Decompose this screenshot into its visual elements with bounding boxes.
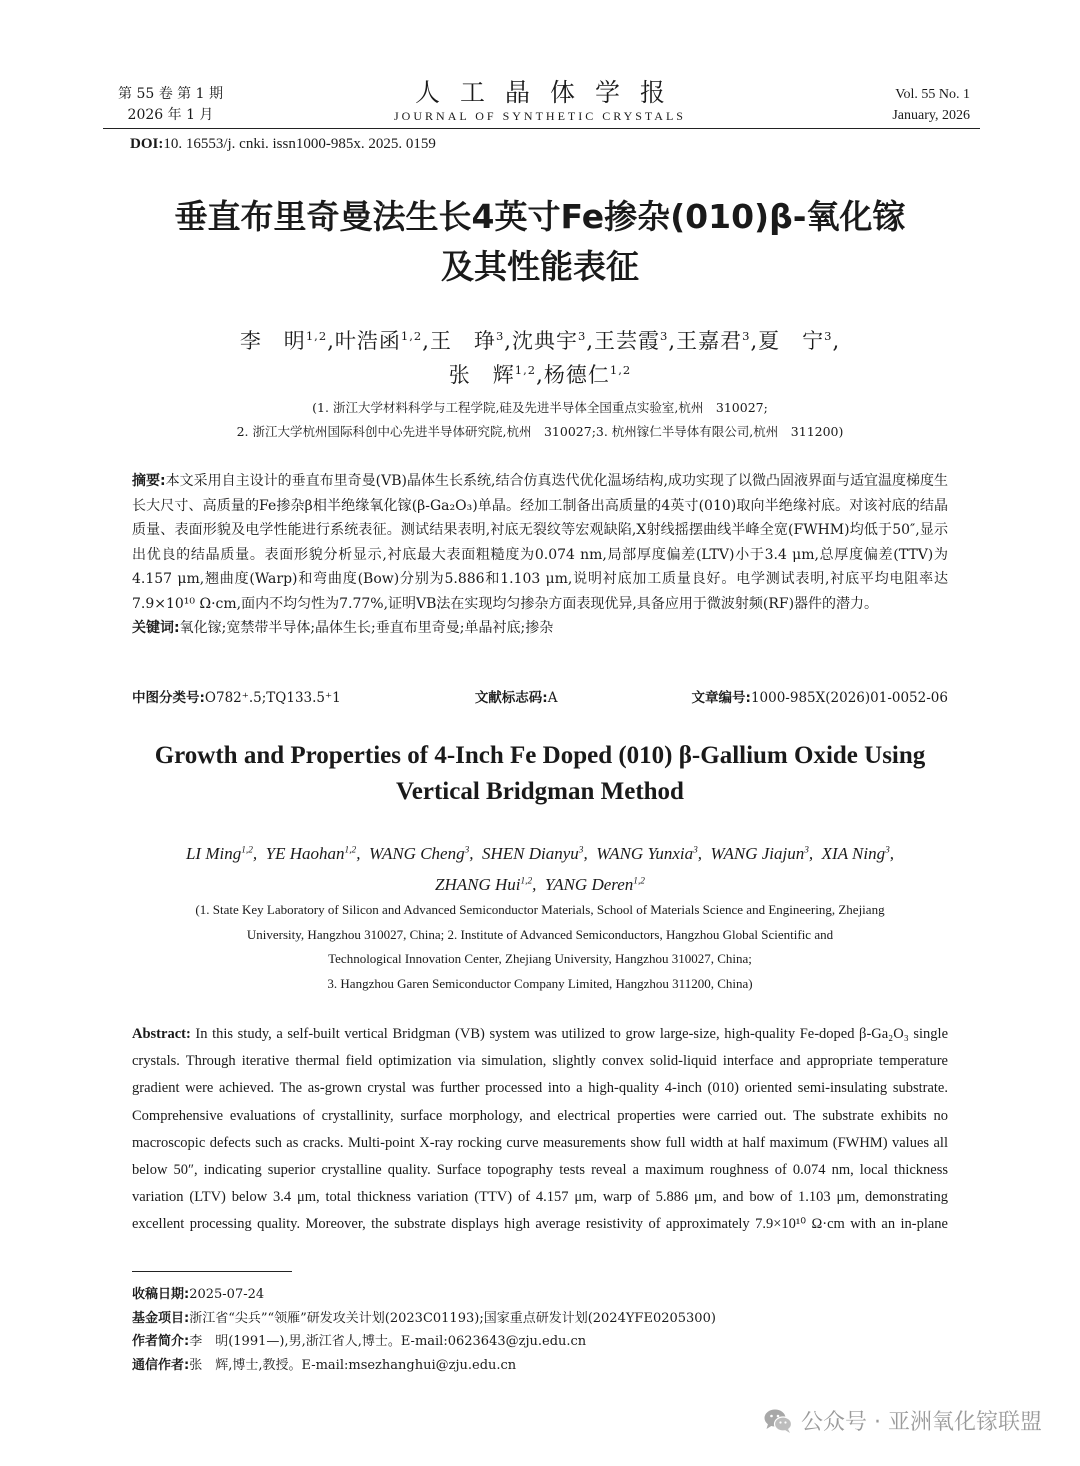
authors-cn-line2: 张 辉$^{1,2}$,杨德仁$^{1,2}$ <box>448 363 632 387</box>
affiliation-cn-line: (1. 浙江大学材料科学与工程学院,硅及先进半导体全国重点实验室,杭州 310027; <box>312 400 768 415</box>
affiliation-en-line: Technological Innovation Center, Zhejiang University, Hangzhou 310027, China; <box>328 951 752 966</box>
title-cn-line2: 及其性能表征 <box>441 247 639 286</box>
abstract-cn <box>132 469 948 641</box>
authors-en-line2: ZHANG Hui$^{1,2}$, YANG Deren$^{1,2}$ <box>435 875 645 894</box>
abstract-en-text: In this study, a self-built vertical Bridgman (VB) system was utilized to grow large-size, high-quality Fe-doped β-Ga₂O₃ single crystals. Through iterative thermal field optimization via simulation, slightly convex solid-liquid interface and appropriate temperature gradient were achieved. The as-grown crystal was further processed into a high-quality 4-inch (010) oriented semi-insulating substrate. Comprehensive evaluations of crystallinity, surface morphology, and electrical properties were carried out. The substrate exhibits no macroscopic defects such as cracks. Multi-point X-ray rocking curve measurements show full width at half maximum (FWHM) values all below 50″, indicating superior crystalline quality. Surface topography tests reveal a maximum roughness of 0.074 nm, local thickness variation (LTV) below 3.4 μm, total thickness variation (TTV) of 4.157 μm, warp of 5.886 μm, and bow of 1.103 μm, demonstrating excellent processing quality. Moreover, the substrate displays high average resistivity of approximately 7.9×10¹⁰ Ω·cm with an in-plane <box>132 1026 949 1233</box>
authors-cn <box>100 324 980 392</box>
doi-line <box>130 136 436 153</box>
author-cn: 李 明$^{1,2}$ <box>239 329 328 353</box>
keywords-cn-label: 关键词: <box>132 620 180 636</box>
author-cn: 王嘉君$^3$ <box>676 329 751 353</box>
watermark <box>763 1405 1042 1436</box>
author-cn: 夏 宁$^3$ <box>758 329 833 353</box>
title-en-line2: Vertical Bridgman Method <box>396 778 684 805</box>
authors-cn-line1: 李 明$^{1,2}$,叶浩函$^{1,2}$,王 琤$^3$,沈典宇$^3$,王芸霞$^3$,王嘉君$^3$,夏 宁$^3$, <box>239 329 841 353</box>
footnote-received: 收稿日期:2025-07-24 <box>132 1287 265 1302</box>
title-cn-line1: 垂直布里奇曼法生长4英寸Fe掺杂(010)β-氧化镓 <box>174 197 906 236</box>
author-cn: 张 辉$^{1,2}$ <box>448 363 537 387</box>
author-en: WANG Yunxia$^3$ <box>596 844 698 863</box>
classification-row <box>132 686 948 706</box>
affiliation-cn-line: 2. 浙江大学杭州国际科创中心先进半导体研究院,杭州 310027;3. 杭州镓仁半导体有限公司,杭州 311200) <box>236 424 844 439</box>
author-cn: 沈典宇$^3$ <box>511 329 587 353</box>
author-en: WANG Cheng$^3$ <box>368 844 470 863</box>
header-date-cn: 2026 年 1 月 <box>127 107 214 123</box>
author-en: YE Haohan$^{1,2}$ <box>265 844 357 863</box>
header-vol-no: Vol. 55 No. 1 <box>895 87 970 102</box>
clc-number: 中图分类号:O782⁺.5;TQ133.5⁺1 <box>132 690 341 706</box>
title-en-line1: Growth and Properties of 4-Inch Fe Doped (010) β-Gallium Oxide Using <box>154 742 926 769</box>
abstract-en <box>132 1021 948 1239</box>
header-rule <box>103 128 980 129</box>
authors-en-line1: LI Ming$^{1,2}$, YE Haohan$^{1,2}$, WANG Cheng$^3$, SHEN Dianyu$^3$, WANG Yunxia$^3$, WANG Jiajun$^3$, XIA Ning$^3$, <box>185 844 895 863</box>
abstract-cn-label: 摘要: <box>132 473 166 489</box>
author-en: WANG Jiajun$^3$ <box>710 844 809 863</box>
author-cn: 王 琤$^3$ <box>429 329 505 353</box>
doi-value: 10. 16553/j. cnki. issn1000-985x. 2025. 0159 <box>163 136 436 152</box>
author-en: YANG Deren$^{1,2}$ <box>544 875 645 894</box>
wechat-icon <box>763 1408 793 1434</box>
author-cn: 王芸霞$^3$ <box>594 329 669 353</box>
header-volume-en <box>892 84 970 126</box>
document-code: 文献标志码:A <box>474 690 558 706</box>
header-volume-issue: 第 55 卷 第 1 期 <box>118 86 223 102</box>
affiliation-en-line: 3. Hangzhou Garen Semiconductor Company Limited, Hangzhou 311200, China) <box>327 975 753 991</box>
affiliation-en-line: (1. State Key Laboratory of Silicon and Advanced Semiconductor Materials, School of Materials Science and Engineering, Zhejiang <box>195 902 885 917</box>
journal-masthead <box>340 78 740 124</box>
journal-name-en: JOURNAL OF SYNTHETIC CRYSTALS <box>394 109 686 123</box>
author-en: LI Ming$^{1,2}$ <box>185 844 253 863</box>
keywords-cn <box>132 616 948 641</box>
footnote-corresponding: 通信作者:张 辉,博士,教授。E-mail:msezhanghui@zju.edu.cn <box>132 1357 517 1373</box>
footnotes <box>132 1283 952 1377</box>
abstract-cn-text: 本文采用自主设计的垂直布里奇曼(VB)晶体生长系统,结合仿真迭代优化温场结构,成功实现了以微凸固液界面与适宜温度梯度生长大尺寸、高质量的Fe掺杂β相半绝缘氧化镓(β-Ga₂O₃)单晶。经加工制备出高质量的4英寸(010)取向半绝缘衬底。对该衬底的结晶质量、表面形貌及电学性能进行系统表征。测试结果表明,衬底无裂纹等宏观缺陷,X射线摇摆曲线半峰全宽(FWHM)均低于50″,显示出优良的结晶质量。表面形貌分析显示,衬底最大表面粗糙度为0.074 nm,局部厚度偏差(LTV)小于3.4 μm,总厚度偏差(TTV)为4.157 μm,翘曲度(Warp)和弯曲度(Bow)分别为5.886和1.103 μm,说明衬底加工质量良好。电学测试表明,衬底平均电阻率达7.9×10¹⁰ Ω·cm,面内不均匀性为7.77%,证明VB法在实现均匀掺杂方面表现优异,具备应用于微波射频(RF)器件的潜力。 <box>132 473 948 612</box>
affiliation-en-line: University, Hangzhou 310027, China; 2. Institute of Advanced Semiconductors, Hangzhou Global Scientific and <box>246 926 834 942</box>
header-issue <box>118 84 223 126</box>
title-cn <box>80 192 1000 292</box>
article-number: 文章编号:1000-985X(2026)01-0052-06 <box>691 690 948 706</box>
watermark-text: 公众号 · 亚洲氧化镓联盟 <box>801 1410 1042 1435</box>
affiliations-cn <box>100 396 980 444</box>
footnote-rule <box>132 1271 292 1272</box>
author-en: SHEN Dianyu$^3$ <box>482 844 584 863</box>
author-en: ZHANG Hui$^{1,2}$ <box>435 875 533 894</box>
footnote-funding: 基金项目:浙江省“尖兵”“领雁”研发攻关计划(2023C01193);国家重点研发计划(2024YFE0205300) <box>132 1310 716 1326</box>
journal-name-cn: 人工晶体学报 <box>414 78 685 107</box>
footnote-author-bio: 作者简介:李 明(1991—),男,浙江省人,博士。E-mail:0623643@zju.edu.cn <box>132 1334 587 1349</box>
author-en: XIA Ning$^3$ <box>821 844 890 863</box>
author-cn: 叶浩函$^{1,2}$ <box>334 329 423 353</box>
authors-en <box>100 838 980 900</box>
affiliations-en <box>150 898 930 996</box>
keywords-cn-text: 氧化镓;宽禁带半导体;晶体生长;垂直布里奇曼;单晶衬底;掺杂 <box>179 620 554 636</box>
header-date-en: January, 2026 <box>892 108 970 123</box>
doi-label: DOI: <box>130 136 164 152</box>
title-en <box>100 738 980 810</box>
author-cn: 杨德仁$^{1,2}$ <box>543 363 632 387</box>
abstract-en-label: Abstract: <box>132 1026 191 1042</box>
